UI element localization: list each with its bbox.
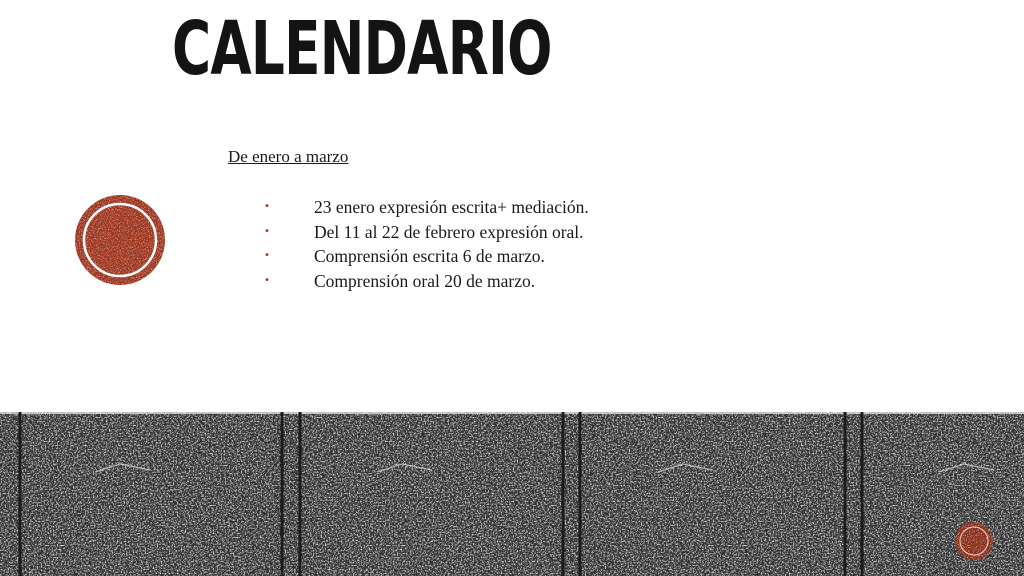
bullet-dot-icon: •: [264, 201, 270, 212]
bullet-text: 23 enero expresión escrita+ mediación.: [314, 197, 589, 217]
grunge-texture-band: [0, 412, 1024, 576]
bullet-dot-icon: •: [264, 250, 270, 262]
bullet-dot-icon: •: [264, 275, 270, 287]
textured-red-circle-icon: [74, 194, 166, 286]
bullet-text: Comprensión escrita 6 de marzo.: [314, 246, 545, 267]
slide-subtitle: De enero a marzo: [228, 147, 349, 166]
bullet-text: Del 11 al 22 de febrero expresión oral.: [314, 221, 584, 242]
bullet-text: Comprensión oral 20 de marzo.: [314, 271, 536, 292]
slide-title: CALENDARIO: [172, 6, 552, 92]
bullet-dot-icon: •: [264, 225, 270, 237]
small-red-seal-icon: [954, 521, 994, 561]
